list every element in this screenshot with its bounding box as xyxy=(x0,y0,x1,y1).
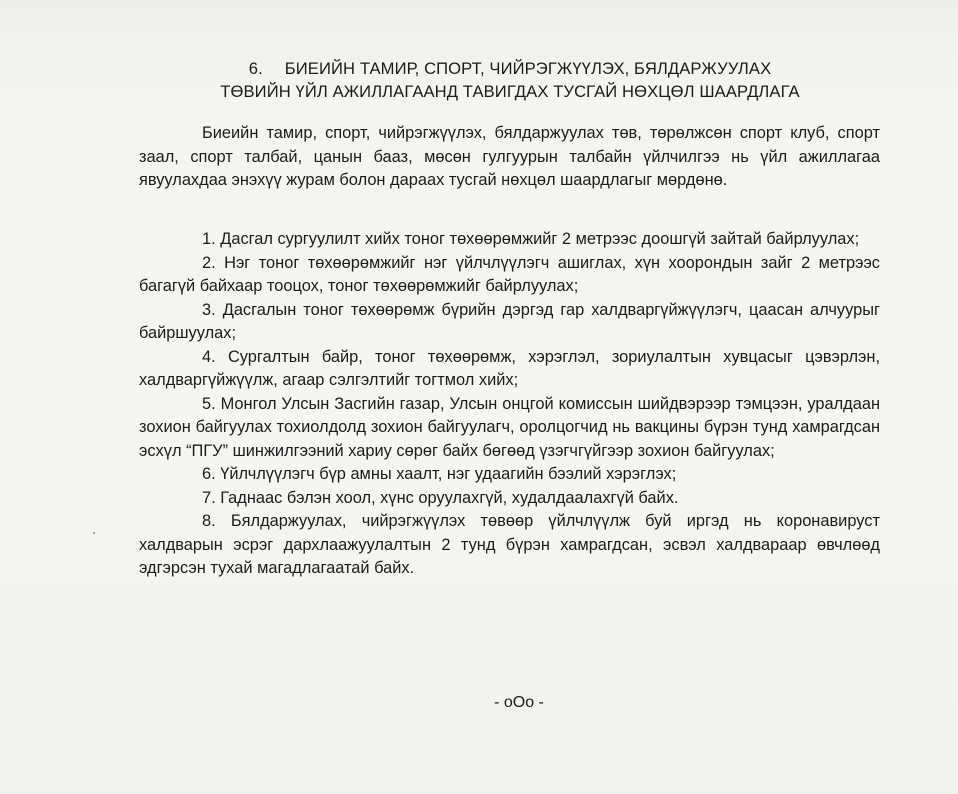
section-number: 6. xyxy=(248,59,263,78)
list-item: 1. Дасгал сургуулилт хийх тоног төхөөрөмжийг 2 метрээс доошгүй зайтай байрлуулах; xyxy=(202,230,860,248)
list-item: 6. Үйлчлүүлэгч бүр амны хаалт, нэг удаагийн бээлий хэрэглэх; xyxy=(202,465,677,483)
list-item: 8. Бялдаржуулах, чийрэгжүүлэх төвөөр үйлчлүүлж буй иргэд нь коронавируст халдварын эсрэг дархлаажуулалтын 2 тунд бүрэн хамрагдсан, эсвэл халдвараар өвчлөөд эдгэрсэн тухай магадлагаатай байх. xyxy=(139,512,880,577)
end-mark: - oOo - xyxy=(494,694,544,711)
list-item: 5. Монгол Улсын Засгийн газар, Улсын онцгой комиссын шийдвэрээр тэмцээн, уралдаан зохион байгуулах тохиолдолд зохион байгуулагч, оролцогчид нь вакцины бүрэн тунд хамрагдсан эсхүл “ПГУ” шинжилгээний хариу сөрөг байх бөгөөд үзэгчгүйгээр зохион байгуулах; xyxy=(139,394,880,460)
list-item: 2. Нэг тоног төхөөрөмжийг нэг үйлчлүүлэгч ашиглах, хүн хоорондын зайг 2 метрээс багагүй байхаар тооцох, тоног төхөөрөмжийг байрлуулах; xyxy=(139,253,880,295)
scan-speck xyxy=(93,532,95,534)
section-title xyxy=(140,57,880,103)
requirements-list xyxy=(139,228,880,581)
section-title-text-1: БИЕИЙН ТАМИР, СПОРТ, ЧИЙРЭГЖҮҮЛЭХ, БЯЛДАРЖУУЛАХ xyxy=(284,59,772,78)
intro-block xyxy=(139,122,880,193)
list-item: 4. Сургалтын байр, тоног төхөөрөмж, хэрэглэл, зориулалтын хувцасыг цэвэрлэн, халдваргүйжүүлж, агаар сэлгэлтийг тогтмол хийх; xyxy=(139,347,880,389)
intro-paragraph: Биеийн тамир, спорт, чийрэгжүүлэх, бялдаржуулах төв, төрөлжсөн спорт клуб, спорт заал, спорт талбай, цанын бааз, мөсөн гулгуурын талбайн үйлчилгээ нь үйл ажиллагаа явуулахдаа энэхүү журам болон дараах тусгай нөхцөл шаардлагыг мөрдөнө. xyxy=(139,124,880,189)
list-item: 3. Дасгалын тоног төхөөрөмж бүрийн дэргэд гар халдваргүйжүүлэгч, цаасан алчуурыг байршуулах; xyxy=(139,300,880,342)
list-item: 7. Гаднаас бэлэн хоол, хүнс оруулахгүй, худалдаалахгүй байх. xyxy=(202,488,679,507)
section-title-line-1 xyxy=(140,57,880,80)
section-title-line-2: ТӨВИЙН ҮЙЛ АЖИЛЛАГААНД ТАВИГДАХ ТУСГАЙ НӨХЦӨЛ ШААРДЛАГА xyxy=(220,82,800,101)
